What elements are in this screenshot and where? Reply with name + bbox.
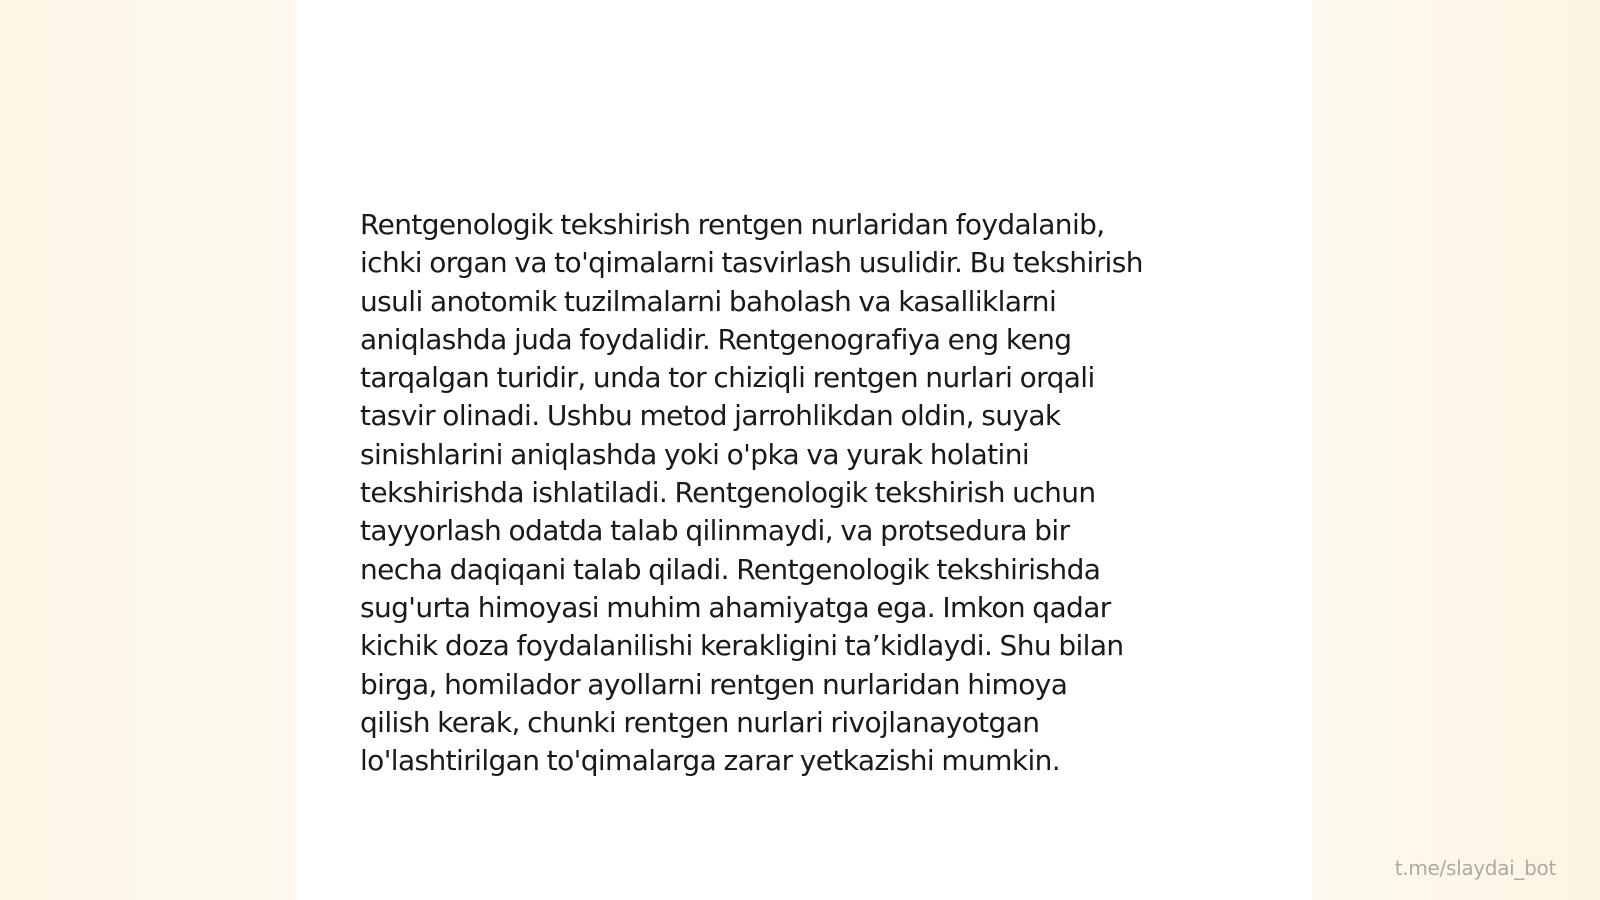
slide-body-text: Rentgenologik tekshirish rentgen nurlaridan foydalanib, ichki organ va to'qimalarni tasvirlash usulidir. Bu tekshirish usuli anotomik tuzilmalarni baholash va kasalliklarni aniqlashda juda foydalidir. Rentgenografiya eng keng tarqalgan turidir, unda tor chiziqli rentgen nurlari orqali tasvir olinadi. Ushbu metod jarrohlikdan oldin, suyak sinishlarini aniqlashda yoki o'pka va yurak holatini tekshirishda ishlatiladi. Rentgenologik tekshirish uchun tayyorlash odatda talab qilinmaydi, va protsedura bir necha daqiqani talab qiladi. Rentgenologik tekshirishda sug'urta himoyasi muhim ahamiyatga ega. Imkon qadar kichik doza foydalanilishi kerakligini ta’kidlaydi. Shu bilan birga, homilador ayollarni rentgen nurlaridan himoya qilish kerak, chunki rentgen nurlari rivojlanayotgan lo'lashtirilgan to'qimalarga zarar yetkazishi mumkin. xyxy=(360,208,1143,778)
watermark-link: t.me/slaydai_bot xyxy=(1394,856,1556,880)
left-background-margin xyxy=(0,0,296,900)
slide-canvas xyxy=(296,0,1312,900)
right-background-margin xyxy=(1312,0,1600,900)
